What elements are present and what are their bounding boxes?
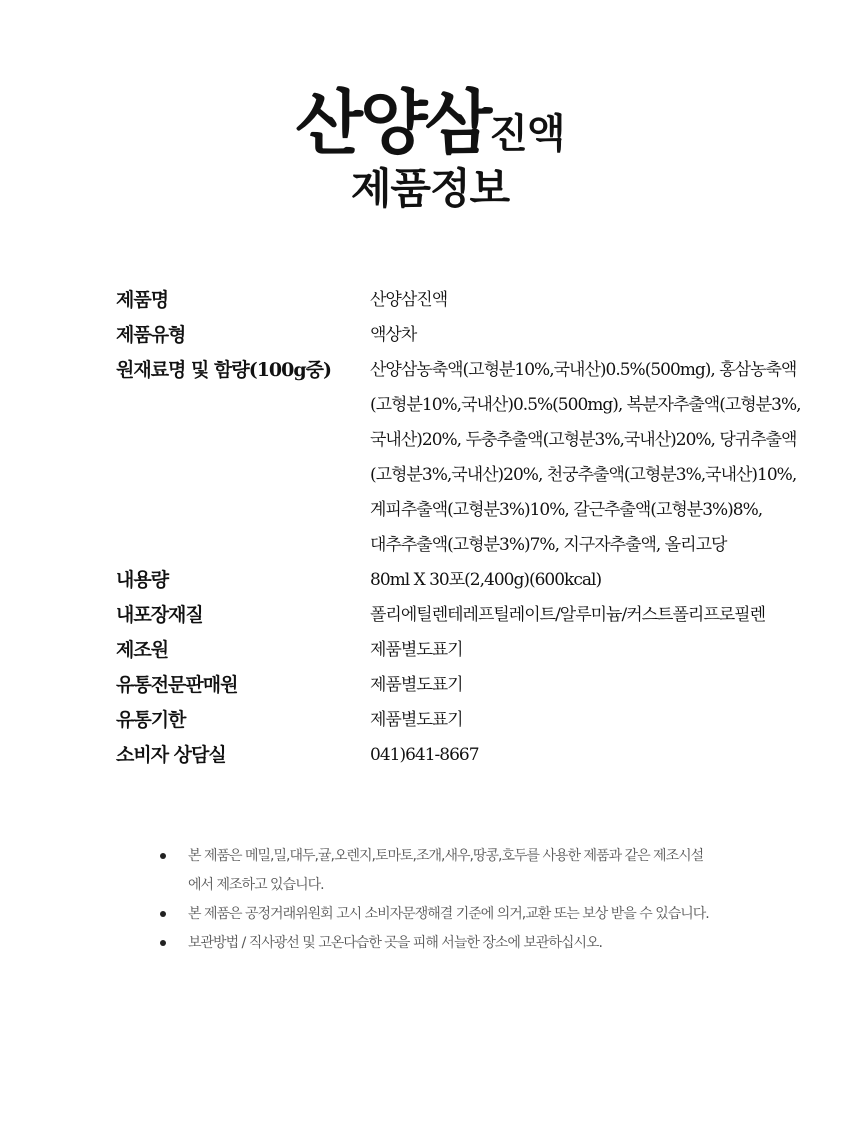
info-row-distributor xyxy=(116,668,842,703)
bullet-icon xyxy=(160,911,166,917)
notice-item-allergen xyxy=(160,842,800,900)
info-label: 제품명 xyxy=(116,289,169,311)
info-row-ingredients xyxy=(116,353,842,563)
info-row-product-name xyxy=(116,283,842,318)
bullet-icon xyxy=(160,853,166,859)
info-value: 산양삼진액 xyxy=(370,290,448,310)
info-value: 폴리에틸렌테레프틸레이트/알루미늄/커스트폴리프로필렌 xyxy=(370,605,766,625)
product-title-block xyxy=(0,82,860,213)
info-label: 원재료명 및 함량(100g중) xyxy=(116,359,331,381)
info-row-product-type xyxy=(116,318,842,353)
product-title-main: 산양삼 xyxy=(295,82,490,164)
info-label: 유통전문판매원 xyxy=(116,674,238,696)
info-value: 80ml X 30포(2,400g)(600kcal) xyxy=(370,570,602,590)
info-label: 유통기한 xyxy=(116,709,186,731)
info-label: 내포장재질 xyxy=(116,604,203,626)
notice-item-exchange xyxy=(160,900,800,929)
notice-list xyxy=(160,842,800,958)
info-label: 소비자 상담실 xyxy=(116,744,226,766)
info-row-net-content xyxy=(116,563,842,598)
info-label: 제품유형 xyxy=(116,324,186,346)
product-title xyxy=(0,82,860,164)
product-info-table xyxy=(116,283,842,773)
info-value: 제품별도표기 xyxy=(370,675,463,695)
notice-text: 본 제품은 메밀,밀,대두,귤,오렌지,토마토,조개,새우,땅콩,호두를 사용한 제품과 같은 제조시설에서 제조하고 있습니다. xyxy=(188,848,704,893)
info-label: 내용량 xyxy=(116,569,169,591)
notice-text: 보관방법 / 직사광선 및 고온다습한 곳을 피해 서늘한 장소에 보관하십시오. xyxy=(188,935,602,951)
info-row-packaging xyxy=(116,598,842,633)
info-row-customer-service xyxy=(116,738,842,773)
notice-item-storage xyxy=(160,929,800,958)
info-value: 제품별도표기 xyxy=(370,640,463,660)
info-value: 액상차 xyxy=(370,325,417,345)
bullet-icon xyxy=(160,940,166,946)
info-row-expiry xyxy=(116,703,842,738)
section-title: 제품정보 xyxy=(350,164,510,213)
info-row-manufacturer xyxy=(116,633,842,668)
customer-service-phone: 041)641-8667 xyxy=(370,745,479,765)
info-value: 제품별도표기 xyxy=(370,710,463,730)
info-value: 산양삼농축액(고형분10%,국내산)0.5%(500mg), 홍삼농축액(고형분10%,국내산)0.5%(500mg), 복분자추출액(고형분3%,국내산)20%, 두충추출액(고형분3%,국내산)20%, 당귀추출액(고형분3%,국내산)20%, 천궁추출액(고형분3%,국내산)10%, 계피추출액(고형분3%)10%, 갈근추출액(고형분3%)8%, 대추추출액(고형분3%)7%, 지구자추출액, 올리고당 xyxy=(370,360,801,555)
info-label: 제조원 xyxy=(116,639,169,661)
product-title-sub: 진액 xyxy=(489,111,565,157)
notice-text: 본 제품은 공정거래위원회 고시 소비자문쟁해결 기준에 의거,교환 또는 보상 받을 수 있습니다. xyxy=(188,906,709,922)
